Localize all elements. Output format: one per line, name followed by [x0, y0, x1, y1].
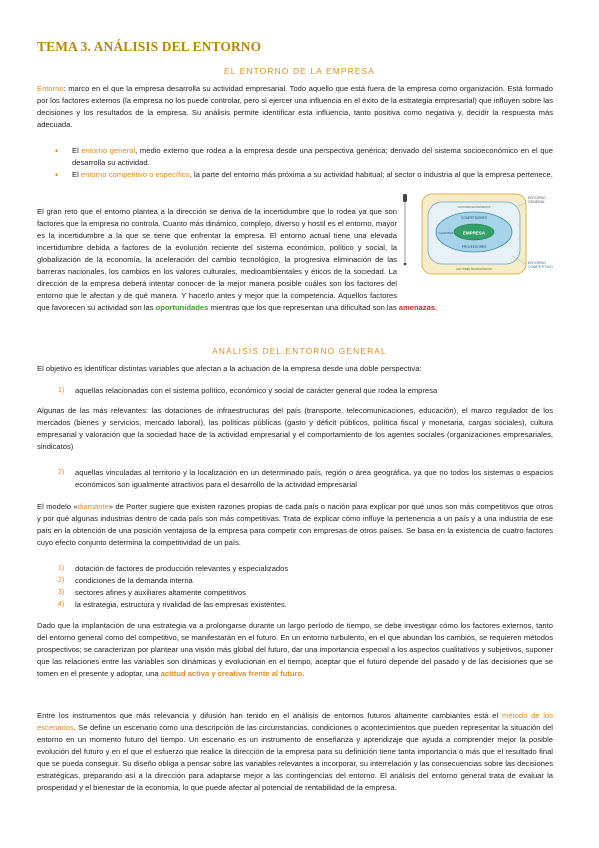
term-oportunidades: oportunidades [155, 303, 209, 312]
economicos-label: FACTORES ECONÓMICOS [457, 206, 491, 209]
term-entorno-competitivo: entorno competitivo o específico [80, 170, 190, 179]
list-item: • El entorno general, medio externo que rodea a la empresa desde una perspectiva genérica; derivado del sistema socioeconómico en el que desarrolla su actividad. [55, 146, 553, 167]
future-paragraph: Dado que la implantación de una estrategia va a prolongarse durante un largo período de tiempo, se debe investigar cómo los factores externos, tanto del entorno general como del competitivo, se manifestarán en el futuro. En un entorno turbulento, en el que abundan los cambios, se requieren métodos prospectivos; se caracterizan por plantear una visión más global del futuro, dar una importancia especial a los aspectos cualitativos y subjetivos, suponer que las relaciones entre las variables son dinámicas y evolucionan en el tiempo, aceptar que el futuro depende del pasado y de las decisiones que se tomen en el presente y adoptar, una actitud activa y creativa frente al futuro. [37, 621, 553, 678]
intro-text: : marco en el que la empresa desarrolla su actividad empresarial. Todo aquello que está fuera de la empresa como organización. Está formado por los factores externos (la empresa no los puede controlar, pero si ejercer una influencia en el éxito de la estrategia empresarial) que influyen sobre las decisiones y los resultados de la empresa. Su análisis permite identificar esta influencia, tanto positiva como negativa y, decidir la respuesta más adecuada. [37, 84, 553, 129]
term-amenazas: amenazas [398, 303, 436, 312]
entorno-types-list [55, 145, 553, 181]
page-title: TEMA 3. ANÁLISIS DEL ENTORNO [37, 39, 262, 54]
scenarios-paragraph: Entre los instrumentos que más relevancia y difusión han tenido en el análisis de entornos futuros altamente cambiantes está el método de los escenarios. Se define un escenario como una descripción de las circunstancias, condiciones o acontecimientos que pueden representar la situación del entorno en un momento futuro del tiempo. Un escenario es un instrumento de enseñanza y aprendizaje que ayuda a comprender mejor la posible evolución del futuro y en el que el esfuerzo que realice la dirección de la empresa para su definición tiene tanta importancia o más que el resultado final que se pueda conseguir. Su diseño obliga a pensar sobre las variables relevantes a incorporar, su interrelación y las consecuencias sobre las decisiones estratégicas, preparando así a la dirección para adaptarse mejor a las contingencias del entorno. El análisis del entorno general trata de evaluar la prosperidad y el bienestar de la economía, lo que puede afectar al potencial de rentabilidad de la empresa. [37, 711, 554, 792]
term-entorno: Entorno [37, 84, 64, 93]
factor-item-1: 1) dotación de factores de producción relevantes y especializados [58, 564, 289, 573]
section-heading-entorno: EL ENTORNO DE LA EMPRESA [224, 66, 375, 76]
perspective-item-1: 1) aquellas relacionadas con el sistema político, económico y social de carácter general que rodea la empresa [58, 386, 438, 395]
general-intro: El objetivo es identificar distintas variables que afectan a la actuación de la empresa desde una doble perspectiva: [37, 364, 422, 373]
bullet-icon: • [55, 146, 59, 156]
porter-paragraph: El modelo «diamante» de Porter sugiere que existen razones propias de cada país o nación para explicar por qué unos son más competitivos que otros y por qué algunas industrias dentro de cada país son más competitivas. Trata de explicar cómo influye la pertenencia a un país y a una industria de ese país en la obtención de una posición ventajosa de la empresa para competir con empresas de otros países. Se basa en la existencia de cuatro factores cuyo efecto conjunto determina la competitividad de un país. [37, 502, 553, 547]
competitivo-label: ENTORNO COMPETITIVO [528, 261, 553, 269]
intro-paragraph [37, 83, 553, 131]
term-entorno-general: entorno general [81, 146, 136, 155]
challenge-paragraph: El gran reto que el entorno plantea a la dirección se deriva de la incertidumbre que lo rodea ya que son factores que la empresa no controla. Cuanto más dinámico, complejo, diverso y hostil es el entorno, mayor es la incertidumbre a la que se tiene que enfrentar la empresa. El entorno actual tiene una elevada incertidumbre debida a factores de la evolución reciente del sistema económico, político y social, la globalización de la economía, la aceleración del cambio tecnológico, la progresiva eliminación de las barreras nacionales, los cambios en los valores culturales, medioambientales y éticos de la sociedad. La dirección de la empresa deberá intentar conocer de la mejor manera posible cuáles son los factores del entorno que le afectan y de qué manera. Y hacerlo antes y mejor que la competencia. Aquellos factores que favorecen su actividad son las oportunidades mientras que los que representan una dificultad son las amenazas. [37, 207, 438, 312]
factor-item-4: 4) la estrategia, estructura y rivalidad de las empresas existentes. [58, 600, 287, 609]
list-item: • El entorno competitivo o específico, la parte del entorno más próxima a su actividad habitual; al sector o industria al que la empresa pertenece. [55, 170, 553, 180]
entorno-diagram [400, 190, 553, 278]
tecnologicos-label: FACTORES TECNOLÓGICOS [456, 268, 492, 271]
bullet-icon: • [55, 170, 59, 180]
section-heading-analisis: ANÁLISIS DEL ENTORNO GENERAL [212, 346, 387, 356]
relevant-paragraph: Algunas de las más relevantes: las dotaciones de infraestructuras del país (transporte, telecomunicaciones, educación), el marco regulador de los mercados (bienes y servicios, mercado laboral), las políticas públicas (gasto y déficit públicos, política fiscal y monetaria, cargas sociales), cultura empresarial y valoración que la sociedad hace de la actividad empresarial y el comportamiento de los agentes sociales (organizaciones empresariales, sindicatos) [37, 406, 553, 451]
factor-item-2: 2) condiciones de la demanda interna [58, 576, 193, 585]
empresa-label: EMPRESA [462, 230, 486, 236]
general-label: ENTORNO GENERAL [528, 196, 546, 204]
pin-icon [403, 194, 407, 202]
perspective-item-2: 2) aquellas vinculadas al territorio y la localización en un determinado país, región o área geográfica, ya que no todos los sistemas o espacios económicos son igualmente atractivos para el desarrollo de la actividad empresarial [58, 468, 553, 489]
term-actitud-activa: actitud activa y creativa frente al futuro [160, 669, 303, 678]
term-diamante: diamante [77, 502, 109, 511]
competidores-label: COMPETIDORES [461, 216, 487, 220]
clientes-label: CLIENTES [438, 231, 454, 235]
factor-item-3: 3) sectores afines y auxiliares altamente competitivos [58, 588, 246, 597]
proveedores-label: PROVEEDORES [461, 245, 487, 249]
pin-end-icon [404, 263, 407, 266]
term-metodo-escenarios: método de los escenarios [37, 711, 554, 732]
